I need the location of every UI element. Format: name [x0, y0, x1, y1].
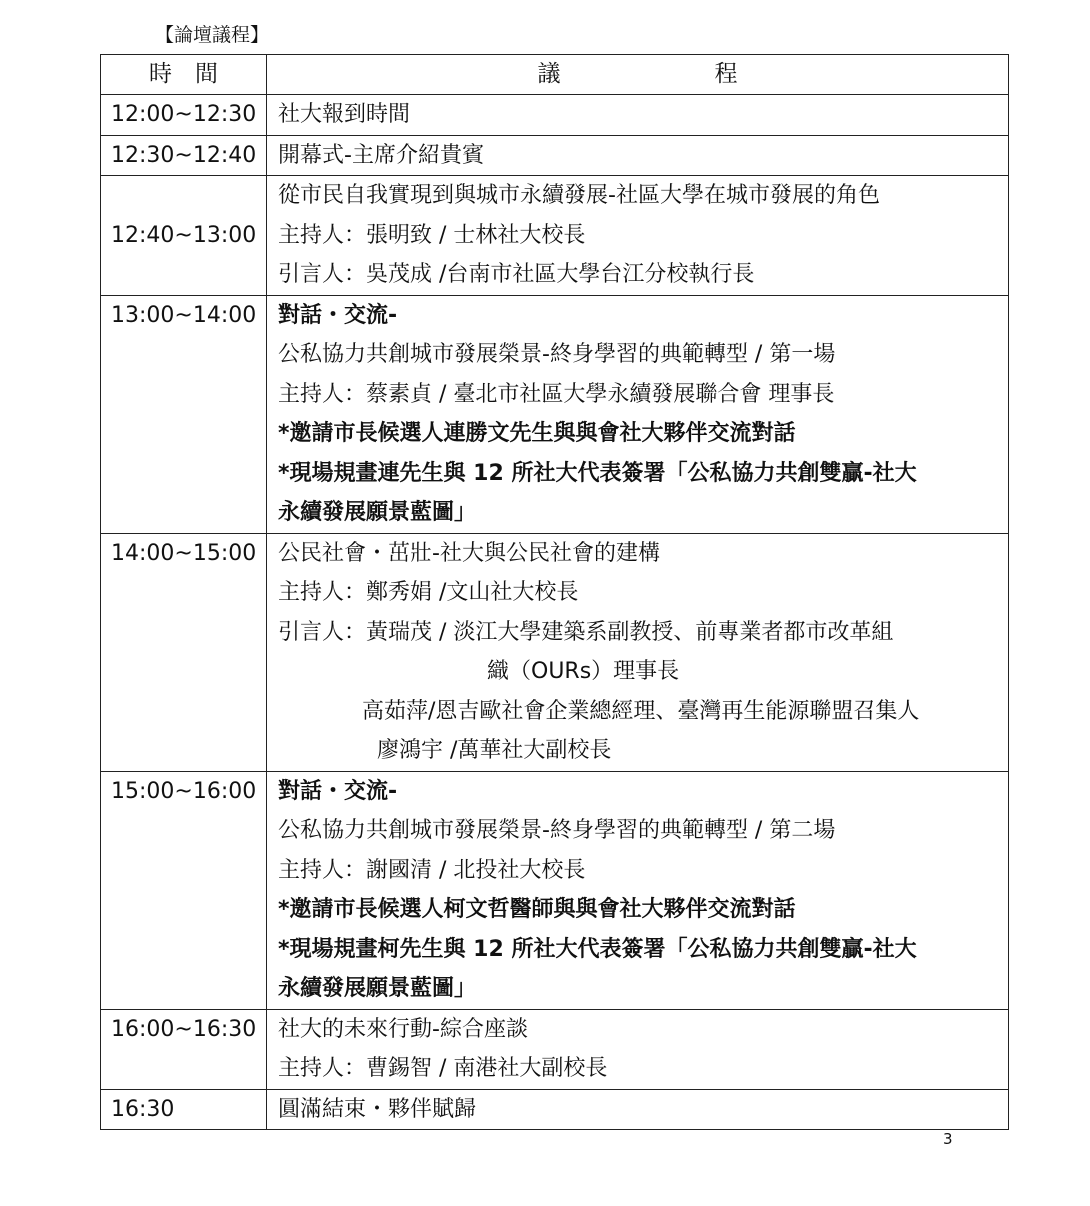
program-line: 公民社會・茁壯-社大與公民社會的建構	[278, 540, 660, 566]
time-cell: 12:30~12:40	[111, 142, 257, 168]
program-line: 社大的未來行動-綜合座談	[278, 1016, 528, 1042]
time-cell: 12:40~13:00	[111, 222, 257, 248]
header-program: 議 程	[267, 55, 1009, 95]
program-line: 主持人：謝國清 / 北投社大校長	[278, 857, 586, 883]
program-line: 對話・交流-	[278, 778, 398, 804]
program-line: 廖鴻宇 /萬華社大副校長	[377, 738, 612, 763]
time-cell: 16:00~16:30	[111, 1016, 257, 1042]
program-line: 從市民自我實現到與城市永續發展-社區大學在城市發展的角色	[278, 183, 880, 208]
table-row	[101, 95, 1009, 136]
table-row	[101, 1009, 1009, 1089]
program-line: 主持人：鄭秀娟 /文山社大校長	[278, 580, 579, 605]
program-line: 高茹萍/恩吉歐社會企業總經理、臺灣再生能源聯盟召集人	[362, 698, 920, 724]
program-line: *邀請市長候選人連勝文先生與與會社大夥伴交流對話	[278, 421, 796, 446]
program-line: 主持人：張明致 / 士林社大校長	[278, 222, 586, 248]
time-cell: 16:30	[111, 1096, 175, 1122]
program-line: 對話・交流-	[278, 302, 398, 328]
page-heading: 【論壇議程】	[155, 24, 270, 46]
program-line: 永續發展願景藍圖」	[278, 500, 477, 525]
program-line: *現場規畫連先生與 12 所社大代表簽署「公私協力共創雙贏-社大	[278, 460, 917, 486]
program-line: *邀請市長候選人柯文哲醫師與與會社大夥伴交流對話	[278, 897, 796, 922]
program-line: 永續發展願景藍圖」	[278, 976, 477, 1001]
program-line: 織（OURs）理事長	[487, 659, 680, 684]
program-line: 圓滿結束・夥伴賦歸	[278, 1096, 477, 1122]
agenda-table	[100, 54, 1009, 1130]
program-line: 社大報到時間	[278, 102, 411, 127]
header-time: 時 間	[101, 55, 267, 95]
time-cell: 13:00~14:00	[111, 302, 257, 328]
table-row	[101, 771, 1009, 1009]
table-row	[101, 533, 1009, 771]
time-cell: 12:00~12:30	[111, 102, 257, 127]
program-line: 公私協力共創城市發展榮景-終身學習的典範轉型 / 第一場	[278, 342, 836, 367]
table-row	[101, 295, 1009, 533]
page-number: 3	[943, 1130, 953, 1148]
program-line: 開幕式-主席介紹貴賓	[278, 142, 484, 168]
program-line: 引言人：吳茂成 /台南市社區大學台江分校執行長	[278, 262, 755, 287]
table-row	[101, 176, 1009, 296]
table-row	[101, 1089, 1009, 1130]
program-line: 主持人：蔡素貞 / 臺北市社區大學永續發展聯合會 理事長	[278, 381, 835, 407]
program-line: *現場規畫柯先生與 12 所社大代表簽署「公私協力共創雙贏-社大	[278, 936, 917, 962]
program-line: 主持人：曹錫智 / 南港社大副校長	[278, 1056, 608, 1081]
program-line: 公私協力共創城市發展榮景-終身學習的典範轉型 / 第二場	[278, 818, 836, 843]
table-row	[101, 135, 1009, 176]
time-cell: 15:00~16:00	[111, 778, 257, 804]
time-cell: 14:00~15:00	[111, 540, 257, 566]
program-line: 引言人：黃瑞茂 / 淡江大學建築系副教授、前專業者都市改革組	[278, 619, 894, 645]
table-header-row	[101, 55, 1009, 95]
